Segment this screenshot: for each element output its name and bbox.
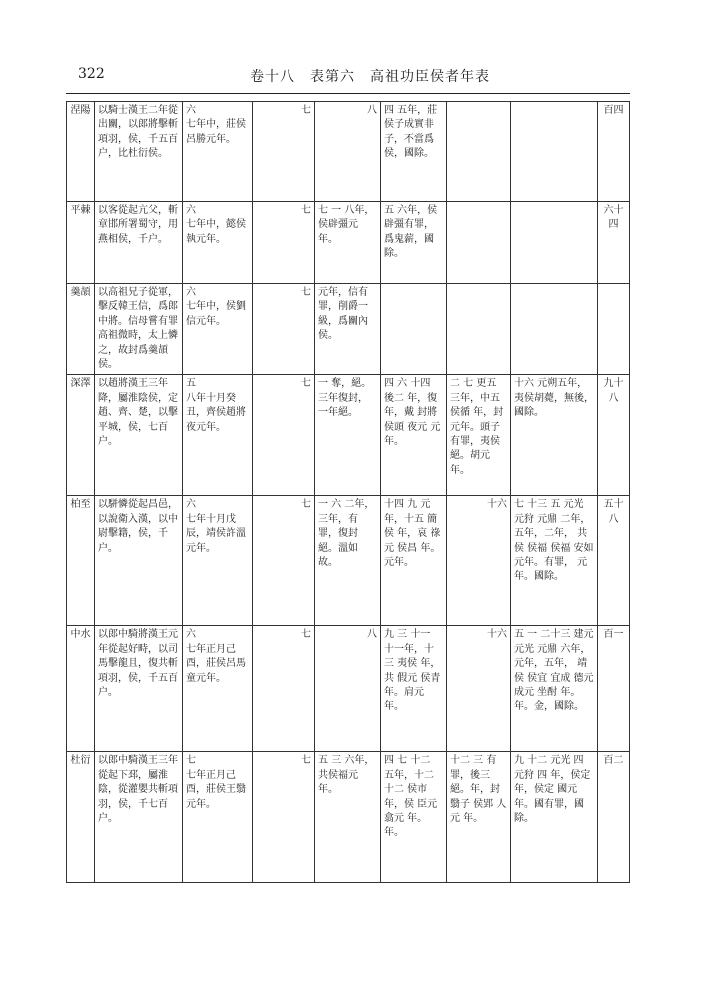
wendi-cell: 五 六年，侯辟彊有罪，爲鬼薪，國除。: [381, 202, 447, 284]
fief-name: 柏至: [67, 496, 95, 626]
fief-name: 羹頡: [67, 284, 95, 375]
gaohou-cell: 八: [315, 102, 381, 202]
merit-cell: 以駢憐從起昌邑，以說衛入漢，以中尉擊籍，侯，千户。: [95, 496, 183, 626]
year-count: 六: [186, 499, 196, 511]
gaozu-cell: [183, 284, 253, 375]
rank-number: 百一: [598, 626, 630, 752]
table-row: [67, 496, 630, 626]
fief-name: 杜衍: [67, 752, 95, 883]
wendi-cell: 十四 九 元年，十五 簡侯 年，哀 祿元 侯昌 年。元年。: [381, 496, 447, 626]
reign-text: 七年中，莊侯呂勝元年。: [186, 119, 246, 145]
wendi-cell: [381, 284, 447, 375]
reign-text: 七年十月戊辰，靖侯許溫元年。: [186, 513, 246, 554]
rank-number: 六十四: [598, 202, 630, 284]
wudi-cell: 十六 元朔五年，夷侯胡薨，無後，國除。: [511, 375, 598, 496]
reign-text: 七年中，侯劉信元年。: [186, 301, 246, 327]
fief-name: 中水: [67, 626, 95, 752]
jingdi-cell: 十六: [447, 626, 511, 752]
rank-number: 五十八: [598, 496, 630, 626]
page-number: 322: [78, 66, 105, 82]
gaozu-cell: [183, 102, 253, 202]
gaozu-cell: [183, 375, 253, 496]
fief-name: 涅陽: [67, 102, 95, 202]
rank-number: 百二: [598, 752, 630, 883]
wudi-cell: 七 十三 五 元光 元狩 元鼎 二年，五年，二年， 共侯 侯福 侯福 安如 元年。有罪， 元年。國除。: [511, 496, 598, 626]
huidi-cell: 七: [253, 626, 315, 752]
huidi-cell: 七: [253, 496, 315, 626]
merit-cell: 以郎中騎漢王三年從起下邳，屬淮陰，從灌嬰共斬項羽，侯，千七百户。: [95, 752, 183, 883]
gaohou-cell: 八: [315, 626, 381, 752]
wudi-cell: [511, 284, 598, 375]
wendi-cell: 四 七 十二 五年，十二 十二 侯市 年，侯 臣元 翕元 年。年。: [381, 752, 447, 883]
merit-cell: 以客從起亢父，斬章邯所署蜀守，用燕相侯，千户。: [95, 202, 183, 284]
year-count: 六: [186, 629, 196, 641]
table-row: [67, 284, 630, 375]
merit-cell: 以高祖兄子從軍，擊反韓王信，爲郎中將。信母嘗有罪高祖微時，太上憐之，故封爲羹頡侯。: [95, 284, 183, 375]
huidi-cell: 七: [253, 102, 315, 202]
year-count: 六: [186, 105, 196, 116]
merit-cell: 以騎士漢王二年從出關，以郎將擊斬項羽，侯，千五百户，比杜衍侯。: [95, 102, 183, 202]
wendi-cell: 四 五年，莊侯子成實非子，不當爲侯，國除。: [381, 102, 447, 202]
gaozu-cell: [183, 202, 253, 284]
year-count: 七: [186, 755, 196, 767]
year-count: 六: [186, 205, 196, 216]
rank-number: [598, 284, 630, 375]
gaozu-cell: [183, 626, 253, 752]
table-row: [67, 752, 630, 883]
marquis-year-table: [66, 101, 630, 883]
huidi-cell: 七: [253, 752, 315, 883]
wudi-cell: 九 十二 元光 四 元狩 四 年，侯定 年，侯定 國元年。國有罪，國除。: [511, 752, 598, 883]
rank-number: 九十八: [598, 375, 630, 496]
reign-text: 七年正月己酉，莊侯呂馬童元年。: [186, 643, 246, 684]
jingdi-cell: [447, 102, 511, 202]
reign-text: 八年十月癸丑，齊侯趙將夜元年。: [186, 392, 246, 433]
gaohou-cell: 一 六 二年，三年，有罪，復封 絕。溫如 故。: [315, 496, 381, 626]
fief-name: 平棘: [67, 202, 95, 284]
table-row: [67, 102, 630, 202]
jingdi-cell: 十六: [447, 496, 511, 626]
year-count: 六: [186, 287, 196, 298]
wudi-cell: [511, 202, 598, 284]
gaohou-cell: 元年，信有罪，削爵一級，爲關內侯。: [315, 284, 381, 375]
huidi-cell: 七: [253, 284, 315, 375]
huidi-cell: 七: [253, 375, 315, 496]
gaohou-cell: 五 三 六年，共侯福元年。: [315, 752, 381, 883]
rank-number: 百四: [598, 102, 630, 202]
huidi-cell: 七: [253, 202, 315, 284]
gaozu-cell: [183, 752, 253, 883]
merit-cell: 以郎中騎將漢王元年從起好畤，以司馬擊龍且，復共斬項羽，侯，千五百户。: [95, 626, 183, 752]
jingdi-cell: 二 七 更五 三年，中五 侯循 年，封 元年。頭子 有罪，夷侯 絕。胡元年。: [447, 375, 511, 496]
wudi-cell: 五 一 二十三 建元 元光 元鼎 六年，元年，五年， 靖侯 侯宜 宜成 德元 成元 坐酎 年。年。金，國除。: [511, 626, 598, 752]
gaohou-cell: 七 一 八年，侯辟彊元年。: [315, 202, 381, 284]
merit-cell: 以趙將漢王三年降，屬淮陰侯，定趙、齊、楚，以擊平城，侯，七百户。: [95, 375, 183, 496]
year-count: 五: [186, 378, 196, 390]
table-row: [67, 626, 630, 752]
jingdi-cell: [447, 202, 511, 284]
wendi-cell: 九 三 十一 十一年，十三 夷侯 年，共 假元 侯青 年。肩元 年。: [381, 626, 447, 752]
table-row: [67, 375, 630, 496]
header-rule: [66, 93, 630, 94]
wendi-cell: 四 六 十四 後二 年，復 年，戴 封將 侯頭 夜元 元年。: [381, 375, 447, 496]
fief-name: 深澤: [67, 375, 95, 496]
wudi-cell: [511, 102, 598, 202]
reign-text: 七年正月己酉，莊侯王翳元年。: [186, 769, 246, 810]
table-row: [67, 202, 630, 284]
jingdi-cell: 十二 三 有罪，後三 絕。年，封 翳子 侯郢 人元 年。: [447, 752, 511, 883]
gaozu-cell: [183, 496, 253, 626]
reign-text: 七年中，懿侯執元年。: [186, 219, 246, 245]
running-title: 卷十八 表第六 高祖功臣侯者年表: [250, 69, 490, 85]
jingdi-cell: [447, 284, 511, 375]
gaohou-cell: 一 奪，絕。三年復封，一年絕。: [315, 375, 381, 496]
